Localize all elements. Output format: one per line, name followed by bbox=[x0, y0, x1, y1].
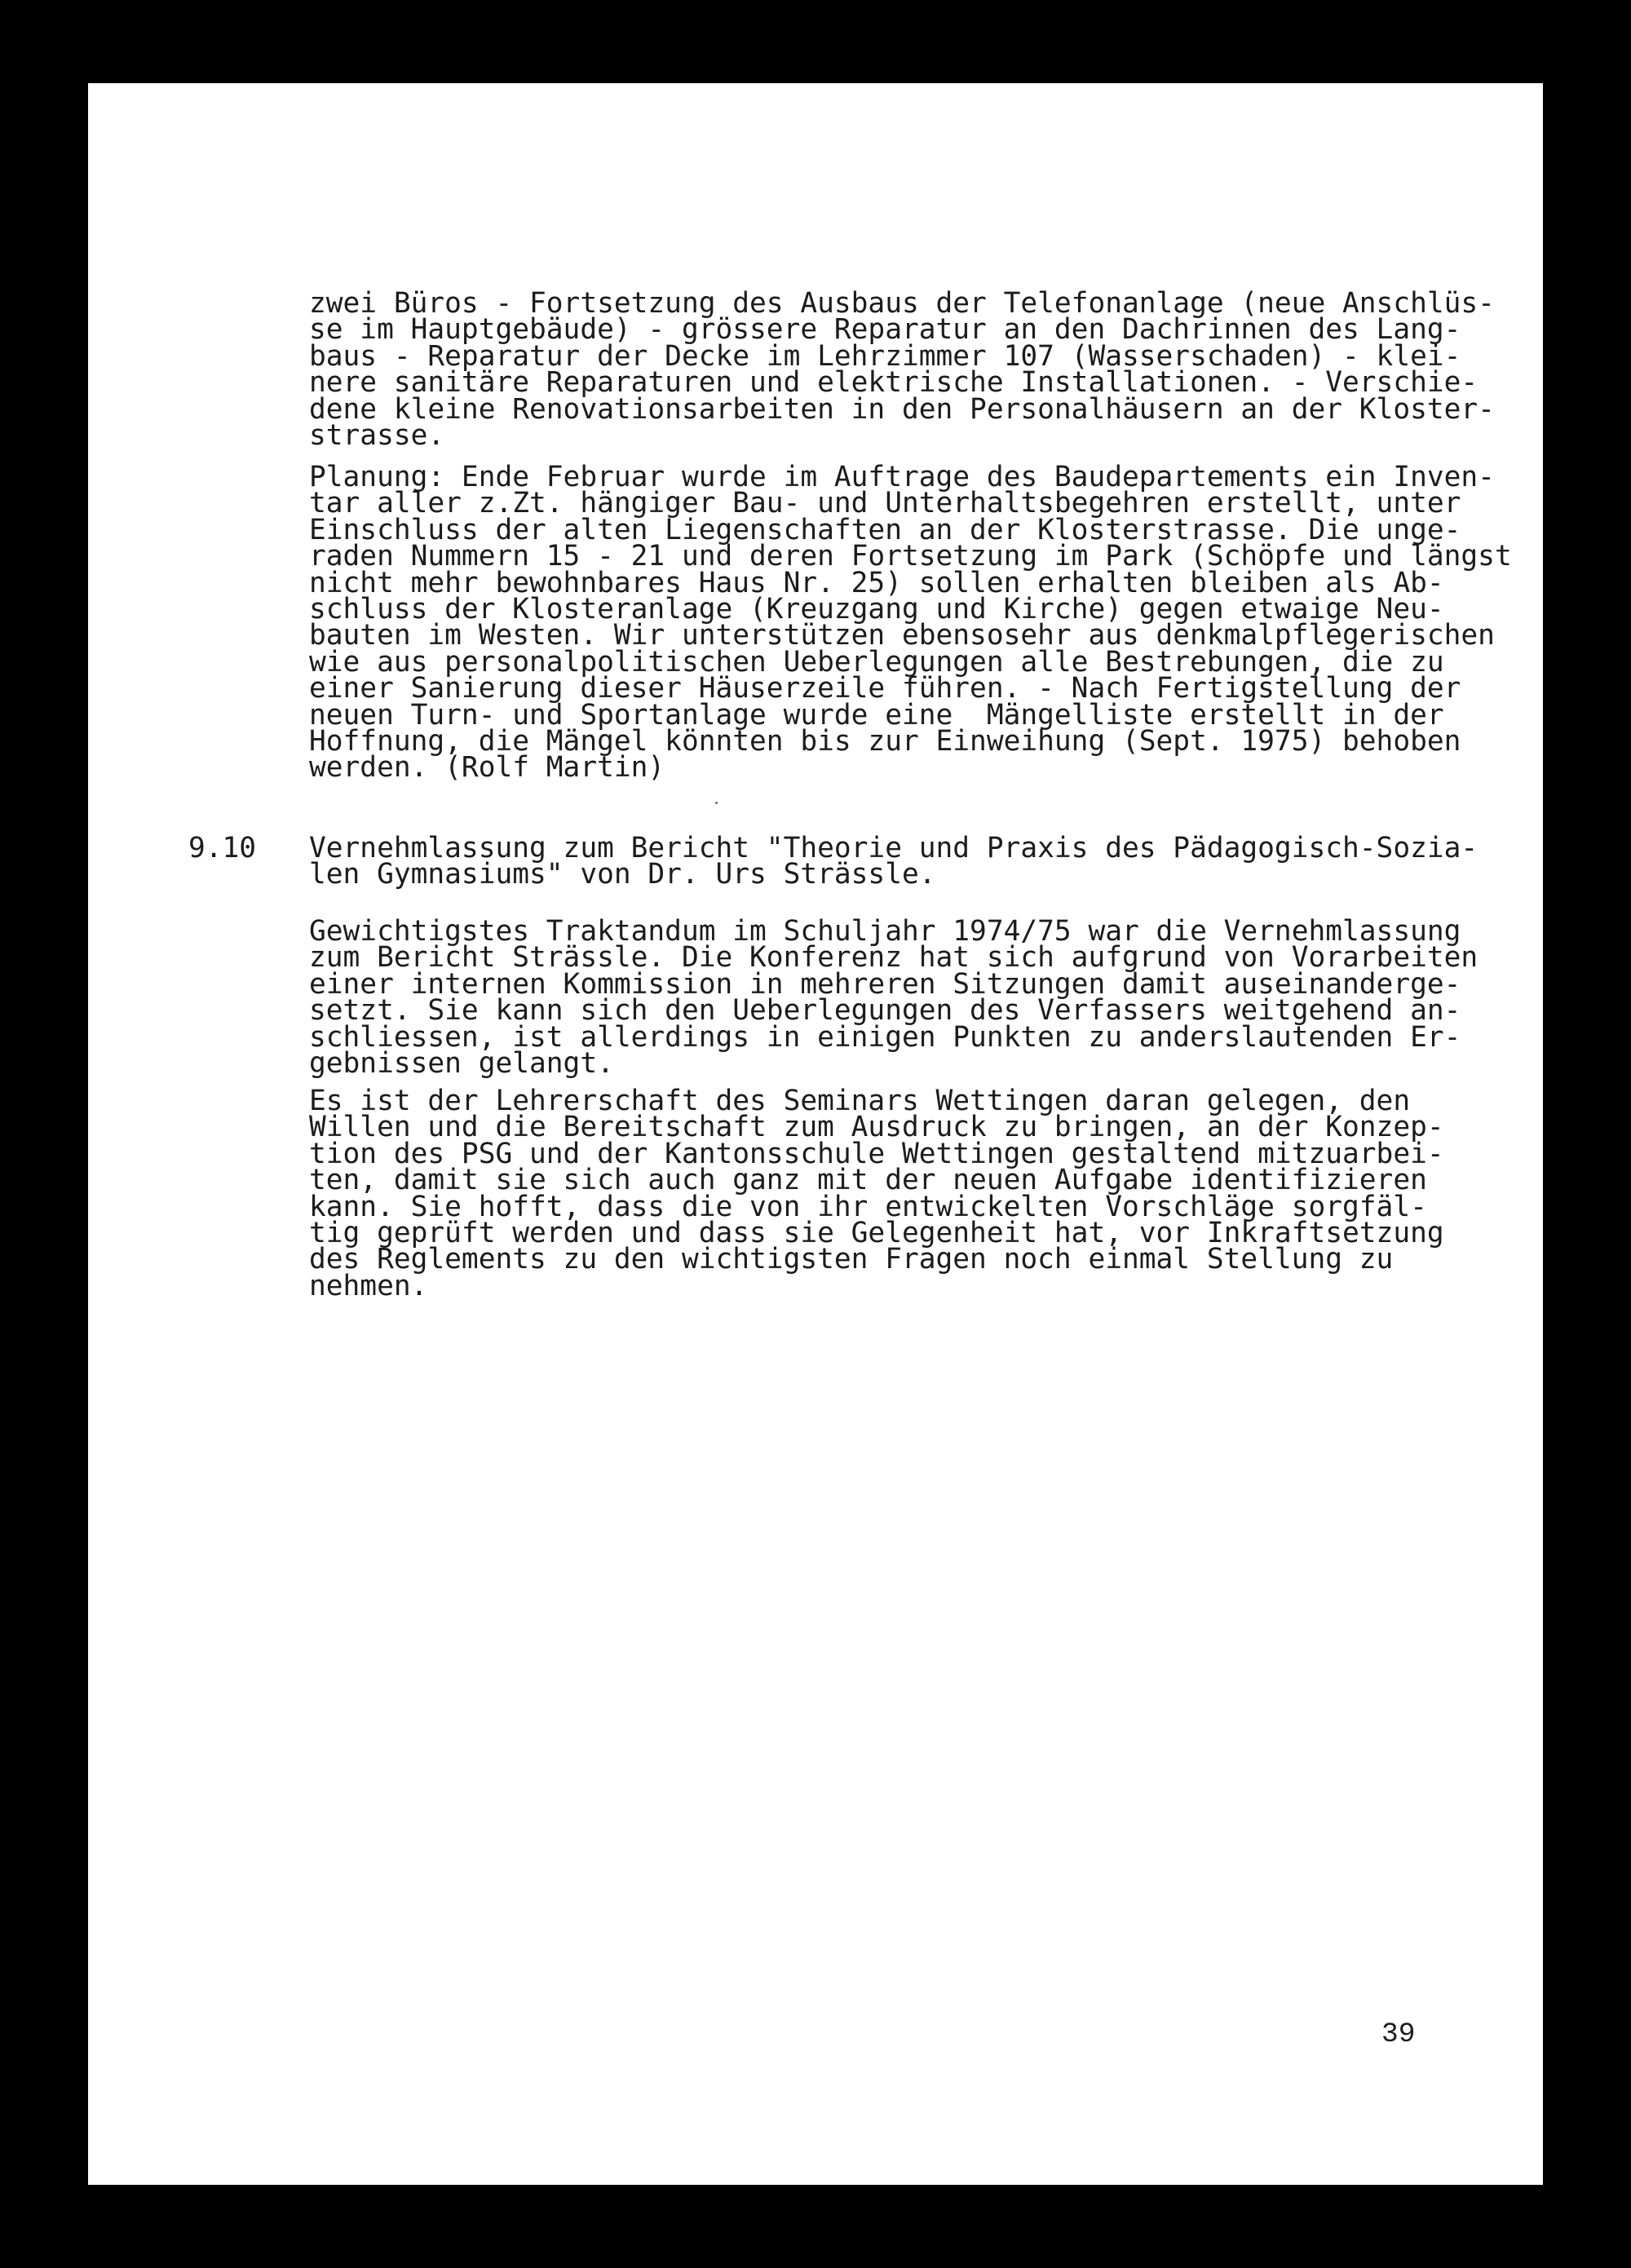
page-number: 39 bbox=[1381, 2018, 1416, 2050]
section-paragraph-1: Gewichtigstes Traktandum im Schuljahr 1974/75 war die Vernehmlassung zum Bericht Strässle. Die Konferenz hat sich aufgrund von Vorarbeiten einer internen Kommission in mehreren Sitzungen damit auseinanderge- setzt. Sie kann sich den Ueberlegungen des Verfassers weitgehend an- schliessen, ist allerdings in einigen Punkten zu anderslautenden Er- gebnissen gelangt. bbox=[309, 915, 1479, 1081]
section-number: 9.10 bbox=[188, 832, 257, 864]
section-title: Vernehmlassung zum Bericht "Theorie und Praxis des Pädagogisch-Sozia- len Gymnasiums" von Dr. Urs Strässle. bbox=[309, 832, 1479, 891]
section-paragraph-2: Es ist der Lehrerschaft des Seminars Wettingen daran gelegen, den Willen und die Bereitschaft zum Ausdruck zu bringen, an der Konzep- tion des PSG und der Kantonsschule Wettingen gestaltend mitzuarbei- ten, damit sie sich auch ganz mit der neuen Aufgabe identifizieren kann. Sie hofft, dass die von ihr entwickelten Vorschläge sorgfäl- tig geprüft werden und dass sie Gelegenheit hat, vor Inkraftsetzung des Reglements zu den wichtigsten Fragen noch einmal Stellung zu nehmen. bbox=[309, 1085, 1444, 1302]
scan-speck bbox=[715, 802, 718, 804]
document-page bbox=[88, 83, 1543, 2185]
continuation-paragraph: zwei Büros - Fortsetzung des Ausbaus der Telefonanlage (neue Anschlüs- se im Hauptgebäude) - grössere Reparatur an den Dachrinnen des Lang- baus - Reparatur der Decke im Lehrzimmer 107 (Wasserschaden) - klei- nere sanitäre Reparaturen und elektrische Installationen. - Verschie- dene kleine Renovationsarbeiten in den Personalhäusern an der Kloster- strasse. bbox=[309, 287, 1495, 453]
planning-paragraph: Planung: Ende Februar wurde im Auftrage des Baudepartements ein Inven- tar aller z.Zt. hängiger Bau- und Unterhaltsbegehren erstellt, unter Einschluss der alten Liegenschaften an der Klosterstrasse. Die unge- raden Nummern 15 - 21 und deren Fortsetzung im Park (Schöpfe und längst nicht mehr bewohnbares Haus Nr. 25) sollen erhalten bleiben als Ab- schluss der Klosteranlage (Kreuzgang und Kirche) gegen etwaige Neu- bauten im Westen. Wir unterstützen ebensosehr aus denkmalpflegerischen wie aus personalpolitischen Ueberlegungen alle Bestrebungen, die zu einer Sanierung dieser Häuserzeile führen. - Nach Fertigstellung der neuen Turn- und Sportanlage wurde eine Mängelliste erstellt in der Hoffnung, die Mängel könnten bis zur Einweihung (Sept. 1975) behoben werden. (Rolf Martin) bbox=[309, 461, 1512, 785]
